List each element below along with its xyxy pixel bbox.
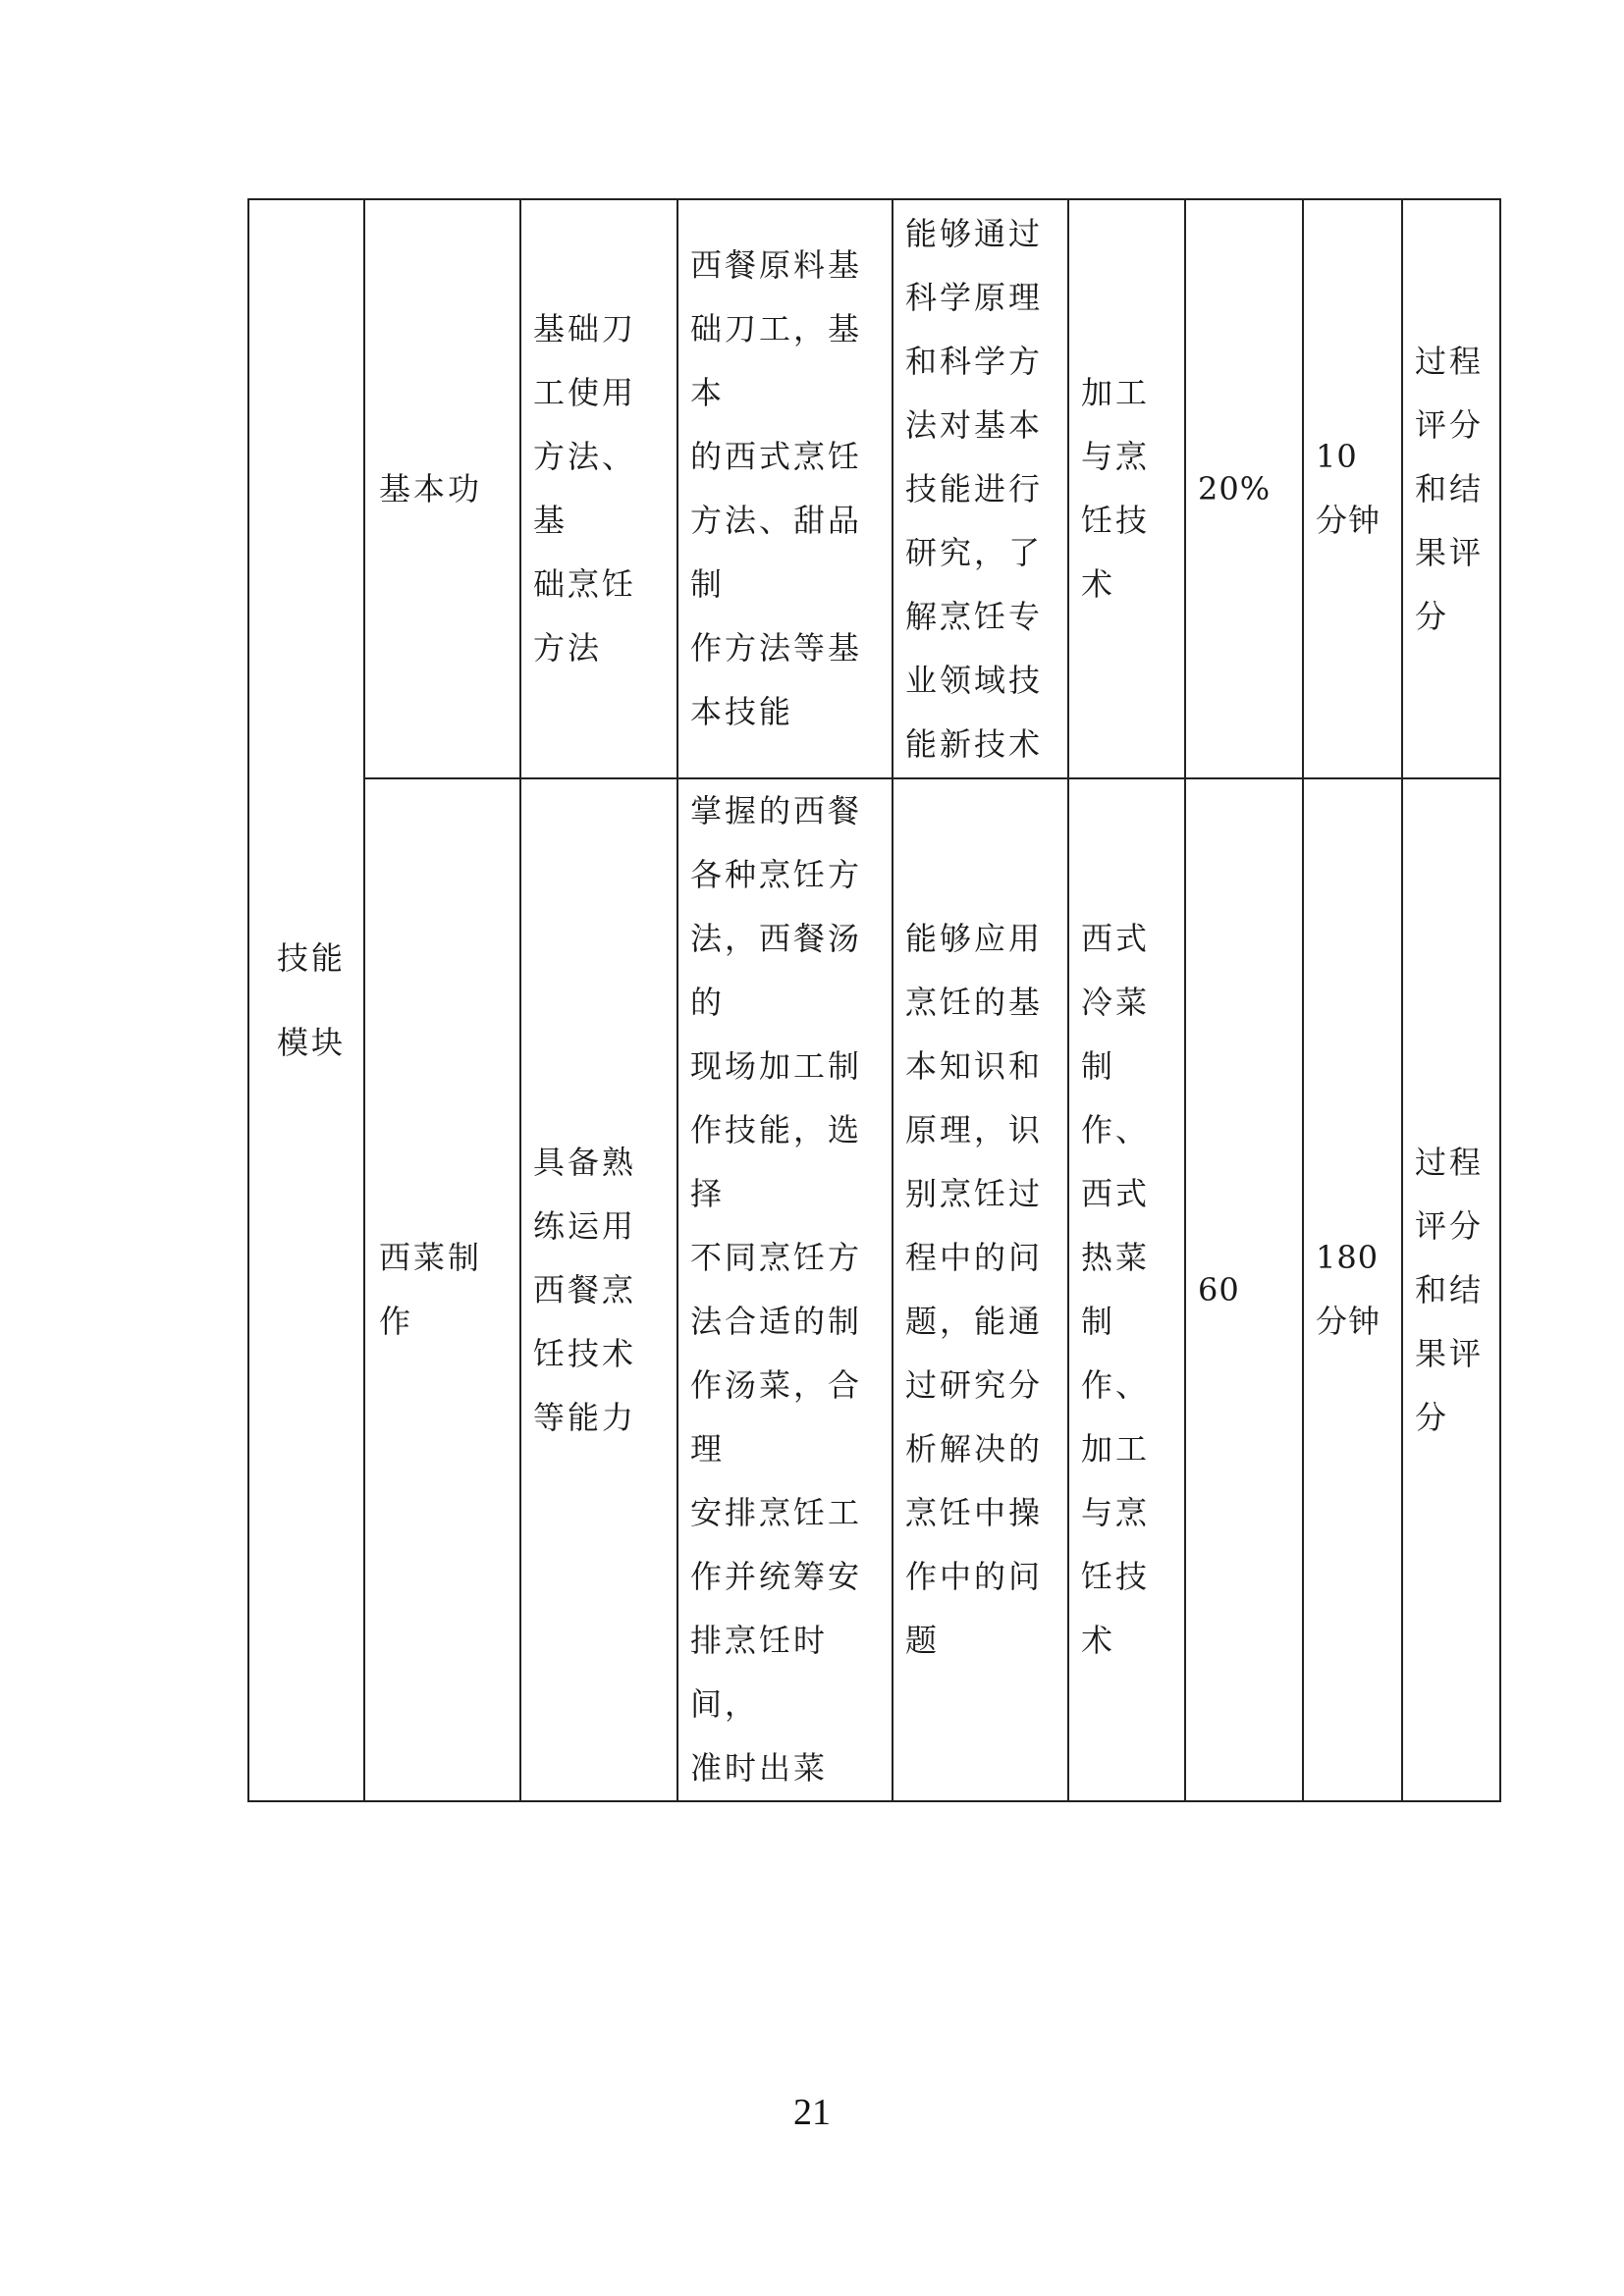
ability-cell: 具备熟 练运用 西餐烹 饪技术 等能力 [520, 778, 677, 1801]
item-name-cell: 基本功 [364, 199, 520, 778]
item-name-cell: 西菜制 作 [364, 778, 520, 1801]
duration-cell: 180 分钟 [1303, 778, 1402, 1801]
module-cell: 技能 模块 [248, 199, 364, 1801]
content-cell: 西餐原料基 础刀工，基本 的西式烹饪 方法、甜品制 作方法等基 本技能 [677, 199, 893, 778]
course-cell: 西式 冷菜 制作、 西式 热菜 制作、 加工 与烹 饪技 术 [1068, 778, 1185, 1801]
requirement-cell: 能够应用 烹饪的基 本知识和 原理，识 别烹饪过 程中的问 题，能通 过研究分 析解决的 烹饪中操 作中的问 题 [893, 778, 1068, 1801]
ability-cell: 基础刀 工使用 方法、基 础烹饪 方法 [520, 199, 677, 778]
requirement-cell: 能够通过 科学原理 和科学方 法对基本 技能进行 研究，了 解烹饪专 业领域技 能新技术 [893, 199, 1068, 778]
page-number: 21 [793, 2092, 831, 2133]
evaluation-cell: 过程 评分 和结 果评 分 [1402, 778, 1500, 1801]
table-row-western [248, 778, 1500, 1801]
table-row-basic [248, 199, 1500, 778]
weight-cell: 20% [1185, 199, 1303, 778]
weight-cell: 60 [1185, 778, 1303, 1801]
content-cell: 掌握的西餐 各种烹饪方 法，西餐汤的 现场加工制 作技能，选择 不同烹饪方 法合适的制 作汤菜，合理 安排烹饪工 作并统筹安 排烹饪时间， 准时出菜 [677, 778, 893, 1801]
evaluation-cell: 过程 评分 和结 果评 分 [1402, 199, 1500, 778]
duration-cell: 10 分钟 [1303, 199, 1402, 778]
assessment-table [247, 198, 1501, 1802]
course-cell: 加工 与烹 饪技 术 [1068, 199, 1185, 778]
